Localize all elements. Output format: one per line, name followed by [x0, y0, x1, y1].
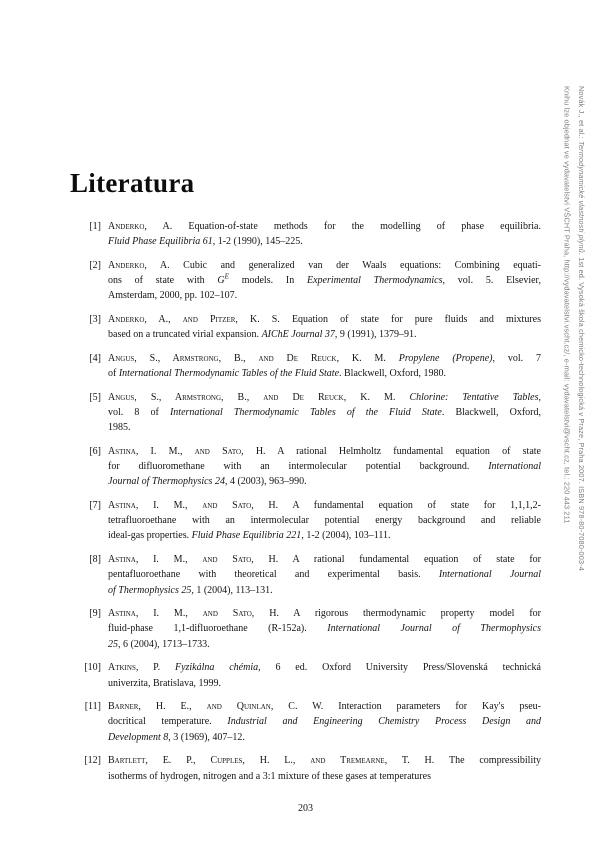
- reference-item: [70, 444, 541, 490]
- reference-line: Astina, I. M., and Sato, H. A rigorous thermodynamic property model for: [108, 608, 541, 620]
- reference-item: [70, 699, 541, 745]
- reference-text: [108, 390, 541, 436]
- reference-text: [108, 753, 541, 783]
- page-number: 203: [298, 803, 313, 814]
- reference-line: fluid-phase 1,1-difluoroethane (R-152a). International Journal of Thermophysics: [108, 623, 541, 635]
- reference-item: [70, 351, 541, 381]
- reference-number: [8]: [89, 554, 101, 566]
- reference-line: Amsterdam, 2000, pp. 102–107.: [108, 290, 238, 302]
- reference-number: [9]: [89, 608, 101, 620]
- reference-number: [2]: [89, 259, 101, 271]
- reference-line: Barner, H. E., and Quinlan, C. W. Interaction parameters for Kay's pseu-: [108, 701, 541, 713]
- reference-text: [108, 312, 541, 342]
- reference-line: Atkins, P. Fyzikálna chémia, 6 ed. Oxford University Press/Slovenská technická: [108, 662, 541, 674]
- reference-line: for difluoromethane with an intermolecular potential background. International: [108, 461, 541, 473]
- reference-line: Angus, S., Armstrong, B., and De Reuck, K. M. Propylene (Propene), vol. 7: [108, 352, 541, 364]
- reference-line: 1985.: [108, 422, 131, 434]
- reference-text: [108, 552, 541, 598]
- reference-number: [1]: [89, 221, 101, 232]
- reference-item: [70, 219, 541, 249]
- reference-item: [70, 390, 541, 436]
- reference-number: [11]: [84, 701, 101, 713]
- reference-text: [108, 606, 541, 652]
- reference-line: ons of state with $G^E$ models. In Experimental Thermodynamics, vol. 5. Elsevier,: [108, 272, 541, 287]
- reference-number: [10]: [84, 662, 101, 674]
- reference-line: Astina, I. M., and Sato, H. A fundamental equation of state for 1,1,1,2-: [108, 500, 541, 512]
- reference-line: univerzita, Bratislava, 1999.: [108, 677, 222, 689]
- reference-text: [108, 258, 541, 304]
- references-list: [70, 219, 541, 792]
- reference-text: [108, 351, 541, 381]
- reference-text: [108, 660, 541, 690]
- reference-line: Anderko, A., and Pitzer, K. S. Equation of state for pure fluids and mixtures: [108, 314, 541, 326]
- reference-line: Journal of Thermophysics 24, 4 (2003), 963–990.: [108, 476, 307, 488]
- reference-line: vol. 8 of International Thermodynamic Tables of the Fluid State. Blackwell, Oxford,: [108, 407, 542, 419]
- colophon-line-order-info: Knihu lze objednat ve vydavatelství VŠCHT Praha, http://vydavatelstvi.vscht.cz/, e-mail: vydavatelstvi@vscht.cz, tel.: 220 443 211: [562, 86, 572, 524]
- reference-line: of International Thermodynamic Tables of the Fluid State. Blackwell, Oxford, 1980.: [108, 368, 446, 380]
- reference-number: [6]: [89, 445, 101, 457]
- reference-text: [108, 219, 541, 249]
- reference-line: isotherms of hydrogen, nitrogen and a 3:1 mixture of these gases at temperatures: [108, 770, 431, 782]
- reference-line: Anderko, A. Equation-of-state methods for the modelling of phase equilibria.: [108, 221, 541, 232]
- sidebar-colophon: [559, 86, 588, 571]
- reference-item: [70, 552, 541, 598]
- colophon-book-title: Termodynamické vlastnosti plynů: [577, 141, 586, 253]
- reference-line: pentafluoroethane with theoretical and experimental basis. International Journal: [108, 569, 541, 581]
- reference-number: [3]: [89, 314, 101, 326]
- reference-number: [7]: [89, 500, 101, 512]
- reference-item: [70, 753, 541, 783]
- reference-line: Fluid Phase Equilibria 61, 1-2 (1990), 145–225.: [108, 236, 303, 248]
- reference-text: [108, 444, 541, 490]
- page-title: Literatura: [70, 168, 195, 199]
- reference-line: of Thermophysics 25, 1 (2004), 113–131.: [108, 584, 273, 596]
- reference-item: [70, 258, 541, 304]
- reference-line: based on a truncated virial expansion. AIChE Journal 37, 9 (1991), 1379–91.: [108, 329, 417, 341]
- reference-line: docritical temperature. Industrial and Engineering Chemistry Process Design and: [108, 716, 541, 728]
- reference-line: tetrafluoroethane with an intermolecular potential energy background and reliable: [108, 515, 541, 527]
- reference-line: Bartlett, E. P., Cupples, H. L., and Tremearne, T. H. The compressibility: [108, 755, 542, 767]
- reference-line: Angus, S., Armstrong, B., and De Reuck, K. M. Chlorine: Tentative Tables,: [108, 391, 541, 403]
- reference-line: Astina, I. M., and Sato, H. A rational fundamental equation of state for: [108, 554, 542, 566]
- reference-item: [70, 498, 541, 544]
- reference-item: [70, 606, 541, 652]
- reference-text: [108, 498, 541, 544]
- reference-number: [5]: [89, 391, 101, 403]
- colophon-line-citation: Novák J., et al.: Termodynamické vlastnosti plynů. 1st ed. Vysoká škola chemicko-technologická v Praze, Praha 2007. ISBN 978-80-7080-003-4: [577, 86, 586, 571]
- reference-line: Anderko, A. Cubic and generalized van der Waals equations: Combining equati-: [108, 259, 541, 271]
- reference-line: ideal-gas properties. Fluid Phase Equilibria 221, 1-2 (2004), 103–111.: [108, 530, 391, 542]
- reference-line: Development 8, 3 (1969), 407–12.: [108, 731, 245, 743]
- reference-number: [12]: [84, 755, 101, 767]
- reference-text: [108, 699, 541, 745]
- reference-item: [70, 312, 541, 342]
- reference-item: [70, 660, 541, 690]
- reference-line: 25, 6 (2004), 1713–1733.: [108, 638, 210, 650]
- reference-line: Astina, I. M., and Sato, H. A rational Helmholtz fundamental equation of state: [108, 445, 541, 457]
- reference-number: [4]: [89, 352, 101, 364]
